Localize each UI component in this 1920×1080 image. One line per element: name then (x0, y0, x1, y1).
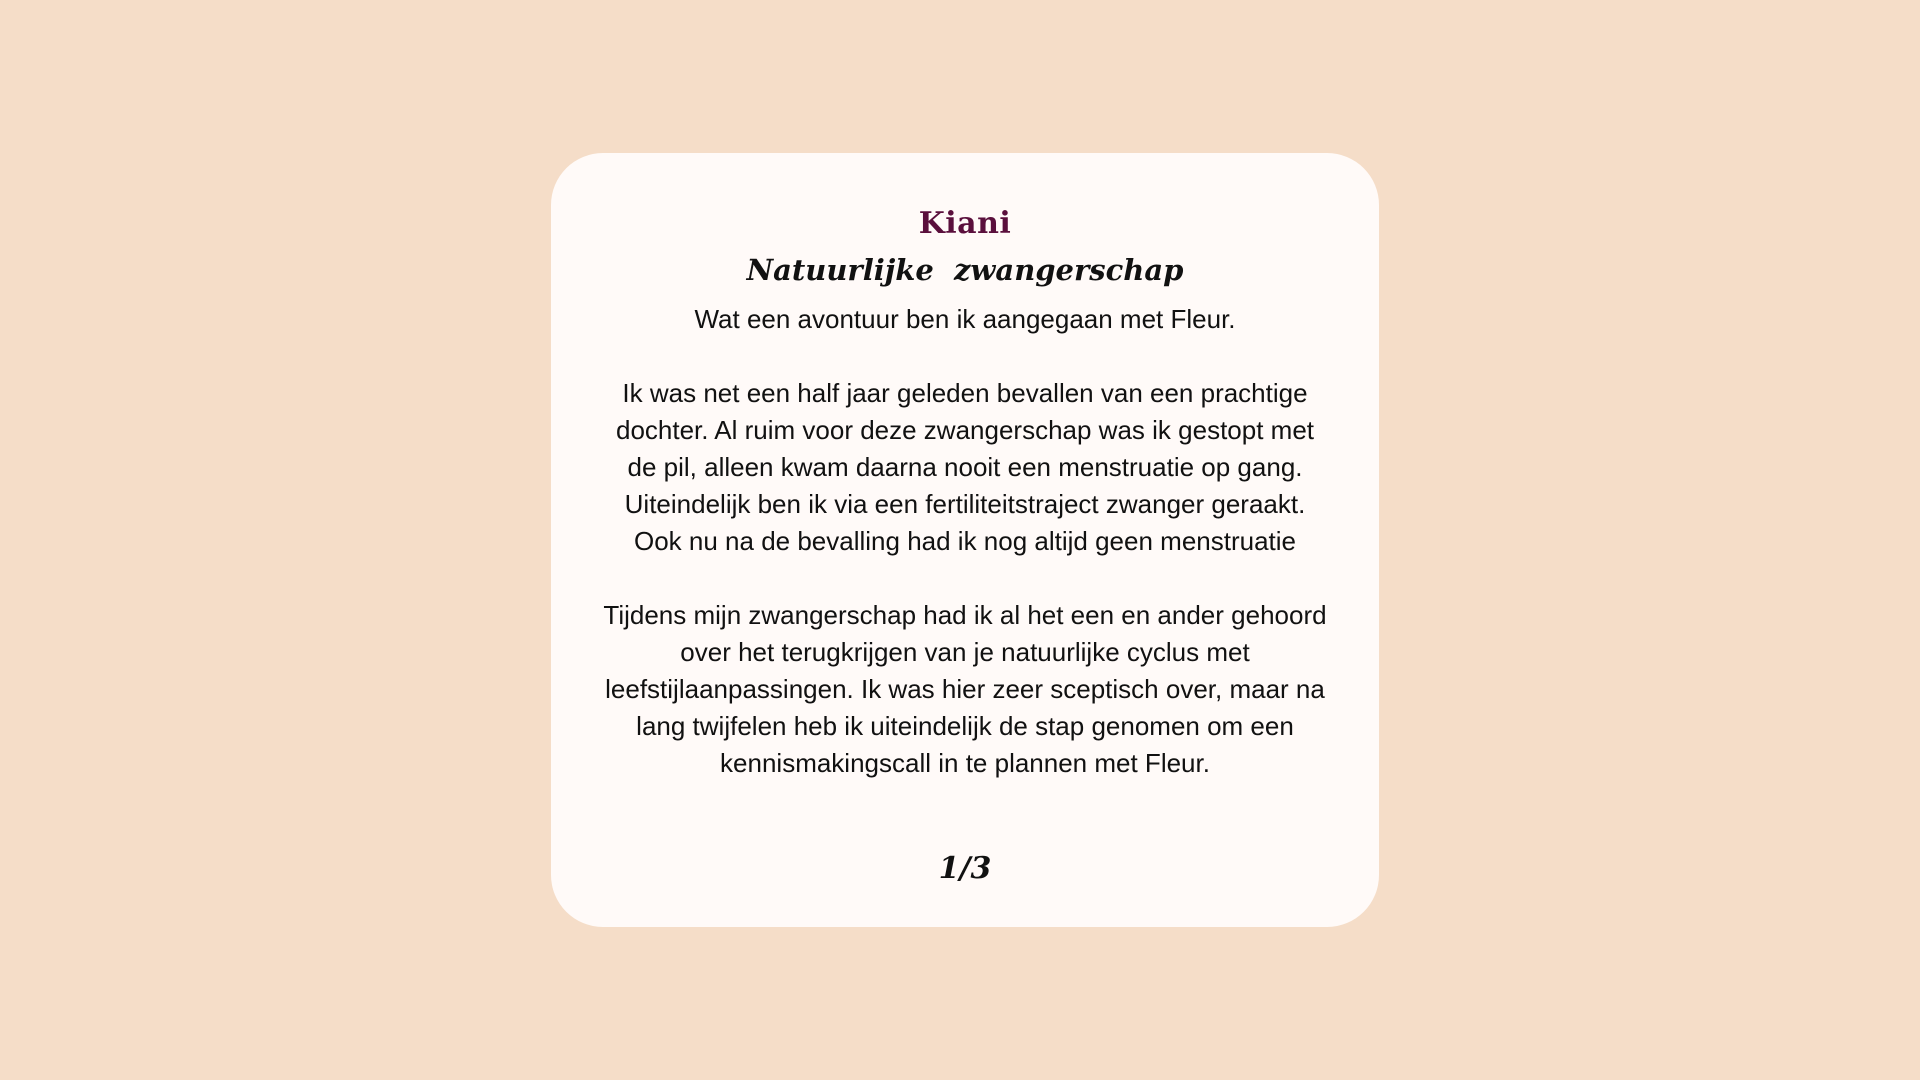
testimonial-author-name: Kiani (918, 206, 1012, 241)
testimonial-card (551, 153, 1379, 927)
testimonial-subtitle: Natuurlijke zwangerschap (746, 253, 1184, 287)
testimonial-paragraph: Tijdens mijn zwangerschap had ik al het een en ander gehoord over het terugkrijgen van je natuurlijke cyclus met leefstijlaanpassingen. Ik was hier zeer sceptisch over, maar na lang twijfelen heb ik uiteindelijk de stap genomen om een kennismakingscall in te plannen met Fleur. (603, 600, 1327, 778)
testimonial-paragraph: Ik was net een half jaar geleden bevallen van een prachtige dochter. Al ruim voor deze zwangerschap was ik gestopt met de pil, alleen kwam daarna nooit een menstruatie op gang. Uiteindelijk ben ik via een fertiliteitstraject zwanger geraakt. Ook nu na de bevalling had ik nog altijd geen menstruatie (615, 378, 1314, 556)
testimonial-paragraph: Wat een avontuur ben ik aangegaan met Fleur. (694, 304, 1236, 334)
testimonial-body (601, 301, 1329, 782)
page-indicator: 1/3 (938, 851, 992, 886)
